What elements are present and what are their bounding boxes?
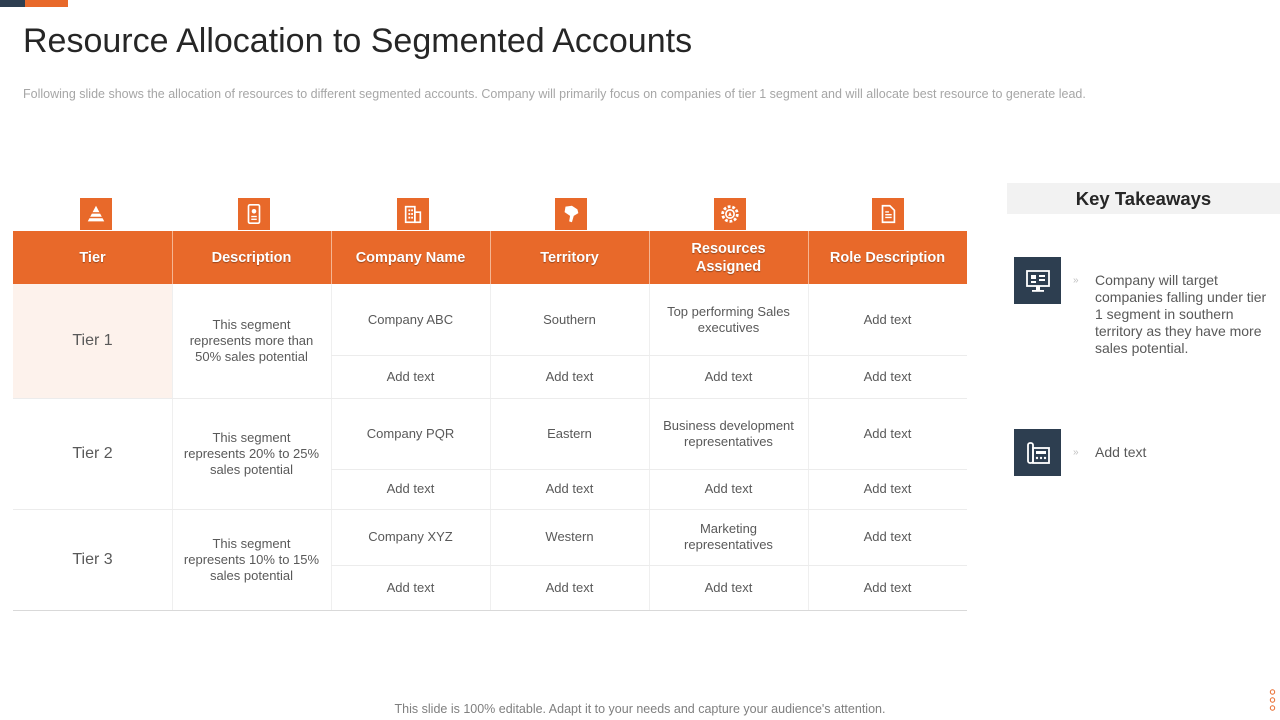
company-name-cell: Add text	[386, 481, 435, 496]
role-description-cell: Add text	[863, 368, 912, 384]
role-description-cell: Add text	[863, 529, 912, 544]
role-description-cell: Add text	[863, 481, 912, 496]
page-subtitle: Following slide shows the allocation of resources to different segmented accounts. Company will primarily focus on companies of tier 1 segment and will allocate best resource to generate lead.	[23, 87, 1086, 101]
resources-cell: Marketing representatives	[684, 521, 773, 552]
footer-note: This slide is 100% editable. Adapt it to your needs and capture your audience's attention.	[394, 702, 886, 716]
role-description-cell: Add text	[863, 311, 912, 327]
takeaway-text: Add text	[1095, 444, 1147, 460]
tier-description: This segment represents 10% to 15% sales potential	[183, 535, 320, 583]
territory-cell: Eastern	[547, 425, 592, 441]
top-accent-orange	[25, 0, 68, 7]
building-icon	[395, 196, 431, 232]
chevron-right-icon: »	[1073, 447, 1079, 458]
document-icon	[236, 196, 272, 232]
resources-cell: Add text	[704, 481, 753, 496]
header-divider	[649, 231, 650, 284]
header-territory: Territory	[540, 249, 599, 266]
tier-name: Tier 2	[72, 444, 113, 462]
file-icon	[870, 196, 906, 232]
fax-icon	[1014, 429, 1061, 476]
resources-cell: Top performing Sales executives	[667, 303, 790, 335]
header-company-name: Company Name	[355, 249, 466, 266]
monitor-icon	[1014, 257, 1061, 304]
tier-name: Tier 1	[72, 332, 113, 349]
tier-description: This segment represents more than 50% sales potential	[189, 317, 314, 364]
territory-cell: Add text	[545, 579, 594, 595]
header-divider	[490, 231, 491, 284]
takeaway-text: Company will target companies falling under tier 1 segment in southern territory as they have more sales potential.	[1095, 272, 1267, 356]
territory-cell: Add text	[545, 481, 594, 496]
resources-cell: Add text	[704, 368, 753, 384]
chevron-right-icon: »	[1073, 275, 1079, 286]
company-name-cell: Company ABC	[367, 311, 454, 327]
company-name-cell: Add text	[386, 368, 435, 384]
gear-icon	[712, 196, 748, 232]
header-divider	[331, 231, 332, 284]
top-accent-dark	[0, 0, 25, 7]
pyramid-icon	[78, 196, 114, 232]
header-divider	[808, 231, 809, 284]
header-tier: Tier	[79, 249, 106, 266]
role-description-cell: Add text	[863, 425, 912, 441]
dots-icon	[1269, 688, 1276, 712]
header-role-description: Role Description	[829, 249, 946, 266]
territory-cell: Western	[545, 529, 594, 544]
tier-name: Tier 3	[72, 550, 113, 568]
company-name-cell: Company PQR	[366, 425, 455, 441]
header-divider	[172, 231, 173, 284]
header-description: Description	[211, 249, 292, 266]
territory-cell: Southern	[543, 311, 596, 327]
resources-cell: Business development representatives	[663, 417, 794, 449]
tier-description: This segment represents 20% to 25% sales potential	[183, 429, 320, 477]
key-takeaways-title: Key Takeaways	[1007, 183, 1280, 214]
company-name-cell: Company XYZ	[368, 529, 453, 544]
territory-cell: Add text	[545, 368, 594, 384]
header-resources-assigned: Resources Assigned	[691, 240, 766, 275]
map-icon	[553, 196, 589, 232]
table-bottom-border	[13, 610, 967, 611]
resources-cell: Add text	[704, 579, 753, 595]
page-title: Resource Allocation to Segmented Accounts	[23, 22, 693, 60]
role-description-cell: Add text	[863, 579, 912, 595]
company-name-cell: Add text	[386, 579, 435, 595]
